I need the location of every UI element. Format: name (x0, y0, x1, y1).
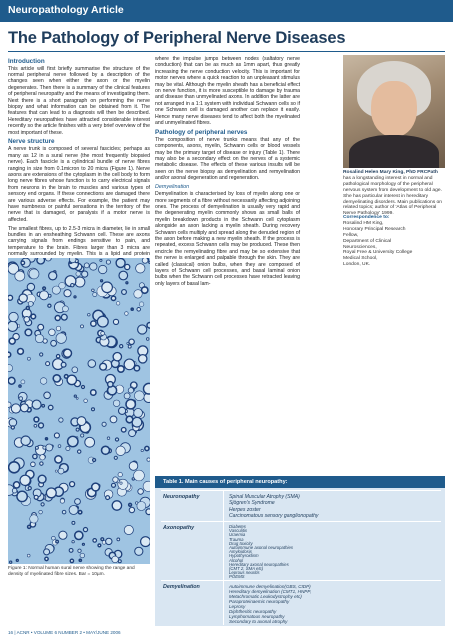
demyelination-paragraph: Demyelination is characterised by loss of myelin along one or more segments of a fibre without necessarily affecting adjoining ones. The process of demyelination is usually very rapid and the degenerating myelin commonly shows as small balls of myelin breakdown products in the Schwann cell cytoplasm alongside an axon lacking a myelin sheath. During recovery Schwann cells multiply and spread along the denuded region of the axon before making a new myelin sheath. If the process is repeated, excess Schwann cells may be produced. These then encircle the remyelinating fibre and may be so extensive that the nerve is enlarged and palpable through the skin. They are called (classical) onion bulbs, when they are composed of layers of Schwann cell processes, and basal laminal onion bulbs when the Schwann cell processes have retracted leaving only layers of basal lam- (155, 191, 300, 287)
table-item: Sjögren's Syndrome (229, 500, 275, 507)
correspondence-line: Medical School, (343, 256, 378, 262)
table-item: Hypothyroidism (229, 553, 259, 559)
table-item: Alcohol (229, 557, 244, 563)
intro-paragraph: This article will first briefly summarise the structure of the normal peripheral nerve followed by a description of the changes seen when either the axon or the myelin degenerates. Then there is a summary of the clinical features of peripheral neuropathy and the means of investigating them. Next there is a short paragraph on performing the nerve biopsy and what information can be obtained from it. The features that can lead to a diagnosis will then be described. Hereditary neuropathies have attracted considerable interest recently so the article finishes with a very brief overview of the most important of these. (8, 65, 150, 136)
correspondence (343, 215, 445, 268)
author-name: Rosalind Helen Mary King, PhD FRCPath (343, 170, 438, 175)
table-row (161, 521, 441, 579)
table-item: (CMT 2, SMA etc) (229, 566, 264, 572)
table-item: Leprosy (229, 604, 246, 609)
title-rule (8, 51, 445, 52)
correspondence-line: Honorary Principal Research (343, 226, 406, 232)
table-item: Hereditary demyelination (CMT1, HNPP, (229, 589, 312, 594)
table-category: Demyelination (163, 584, 200, 590)
correspondence-line: London, UK. (343, 262, 371, 268)
table-items (229, 494, 318, 520)
table-item: Metachromatic Leukodystrophy etc) (229, 594, 302, 599)
table-item: Autoimmune axonal neuropathies (229, 545, 294, 551)
section-label: Neuropathology Article (8, 4, 124, 16)
figure-caption: Figure 1: Normal human sural nerve showing the range and density of myelinated fibre sizes. Bar = 10µm. (8, 566, 135, 577)
nerve-micrograph-figure (8, 258, 150, 564)
author-bio-text: has a longstanding interest in normal and pathological morphology of the peripheral nervous system from development to old age. She has particular interest in hereditary demyelinating disorders. Main publications on related topics; author of 'Atlas of Peripheral Nerve Pathology' 1999. (343, 175, 442, 217)
table-item: Amyloidosis (229, 549, 252, 555)
table-item: Carcinomatous sensory ganglionopathy (229, 513, 319, 520)
correspondence-line: Neurosciences, (343, 244, 377, 250)
table-item: Herpes zoster (229, 506, 261, 513)
table-item: Secondary to axonal atrophy (229, 619, 288, 624)
table-item: Spinal Muscular Atrophy (SMA) (229, 494, 300, 500)
page-footer: 16 | ACNR • VOLUME 6 NUMBER 2 • MAY/JUNE 2006 (8, 630, 121, 635)
nerve-structure-heading: Nerve structure (8, 138, 55, 146)
correspondence-line: Rosalind HM King, (343, 220, 384, 226)
demyelination-heading: Demyelination (155, 184, 190, 191)
table-item: Vasculitis (229, 528, 247, 534)
pathology-heading: Pathology of peripheral nerves (155, 128, 248, 136)
author-bio (343, 170, 445, 217)
table-title: Table 1. Main causes of peripheral neuropathy: (163, 478, 288, 485)
correspondence-line: Royal Free & University College (343, 250, 413, 256)
pathology-paragraph: The composition of nerve trunks means that any of the components, axons, myelin, Schwann cells or blood vessels may be the primary target of disease or injury (Table 1). There may also be a secondary effect on the nerves of a systemic metabolic disease. The effects of these various insults will be seen on the nerve biopsy as demyelination and remyelination and/or axonal degeneration and regeneration. (155, 136, 300, 182)
section-header-band (0, 0, 453, 22)
table-item: Lymphomatous neuropathy (229, 614, 285, 619)
table-item: Hereditary axonal neuropathies (229, 561, 289, 567)
table-item: Paraproteinaemic neuropathy (229, 599, 290, 604)
table-category: Neuronopathy (163, 494, 200, 500)
table-item: POEMS (229, 574, 245, 580)
article-title: The Pathology of Peripheral Nerve Diseases (8, 29, 346, 47)
correspondence-line: Fellow, (343, 232, 359, 238)
column-middle (155, 56, 300, 290)
causes-table (155, 476, 445, 626)
table-items (229, 584, 311, 624)
table-header (155, 476, 445, 488)
table-item: Autoimmune demyelination(GBS, CIDP) (229, 584, 311, 589)
table-item: Drug toxicity (229, 540, 253, 546)
intro-heading: Introduction (8, 57, 45, 65)
table-item: Trauma (229, 536, 244, 542)
author-photo (343, 55, 445, 168)
table-item: Diabetes (229, 524, 246, 529)
nerve-micrograph-image (8, 258, 150, 564)
nerve-structure-paragraph-1: A nerve trunk is composed of several fascicles; perhaps as many as 12 in a sural nerve (the most frequently biopsied nerve). Each fascicle is a cylindrical bundle of nerve fibres ranging in size from 0.1micron to 20 micra (Figure 1). Nerve axons are extensions of the cytoplasm in the cell body to form long nerve fibres whose function is to carry electrical signals from neurons in the brain to muscles and various types of sensory end organs. If these connections are damaged there are various adverse effects. For example, the patient may have numbness or painful sensations in the territory of the nerve that is damaged, or paralysis if a motor nerve is affected. (8, 146, 150, 223)
correspondence-heading: Correspondence to: (343, 215, 390, 220)
continuation-paragraph: where the impulse jumps between nodes (saltatory nerve conduction) that can be as much as 1mm apart, thus greatly increasing the nerve conduction velocity. This is important for motor nerves where a quick reaction to an unpleasant stimulus may be vital. Although the myelin sheath has a beneficial effect on nerve function, it is more susceptible to damage by trauma and disease than unmyelinated axons. In addition the latter are not arranged in a 1:1 system with individual Schwann cells so if one Schwann cell is damaged another can replace it easily. Hence many nerve diseases tend to affect both the myelinated and unmyelinated fibres. (155, 56, 300, 127)
table-category: Axonopathy (163, 525, 195, 531)
table-row (161, 580, 441, 624)
table-item: Diphtheritic neuropathy (229, 609, 277, 614)
table-row (161, 490, 441, 520)
table-item: Uraemia (229, 532, 246, 538)
table-item: Leprous neuritis (229, 570, 260, 576)
table-items (229, 525, 293, 580)
correspondence-line: Department of Clinical (343, 238, 392, 244)
nerve-structure-paragraph-2: The smallest fibres, up to 2.5-3 micra in diameter, lie in small bundles in an ensheathing Schwann cell. These are axons carrying signals from endings sensitive to pain, and temperature to the brain. Fibres larger than 3 micra are normally surrounded by myelin. This is a lipid and protein (8, 225, 150, 258)
